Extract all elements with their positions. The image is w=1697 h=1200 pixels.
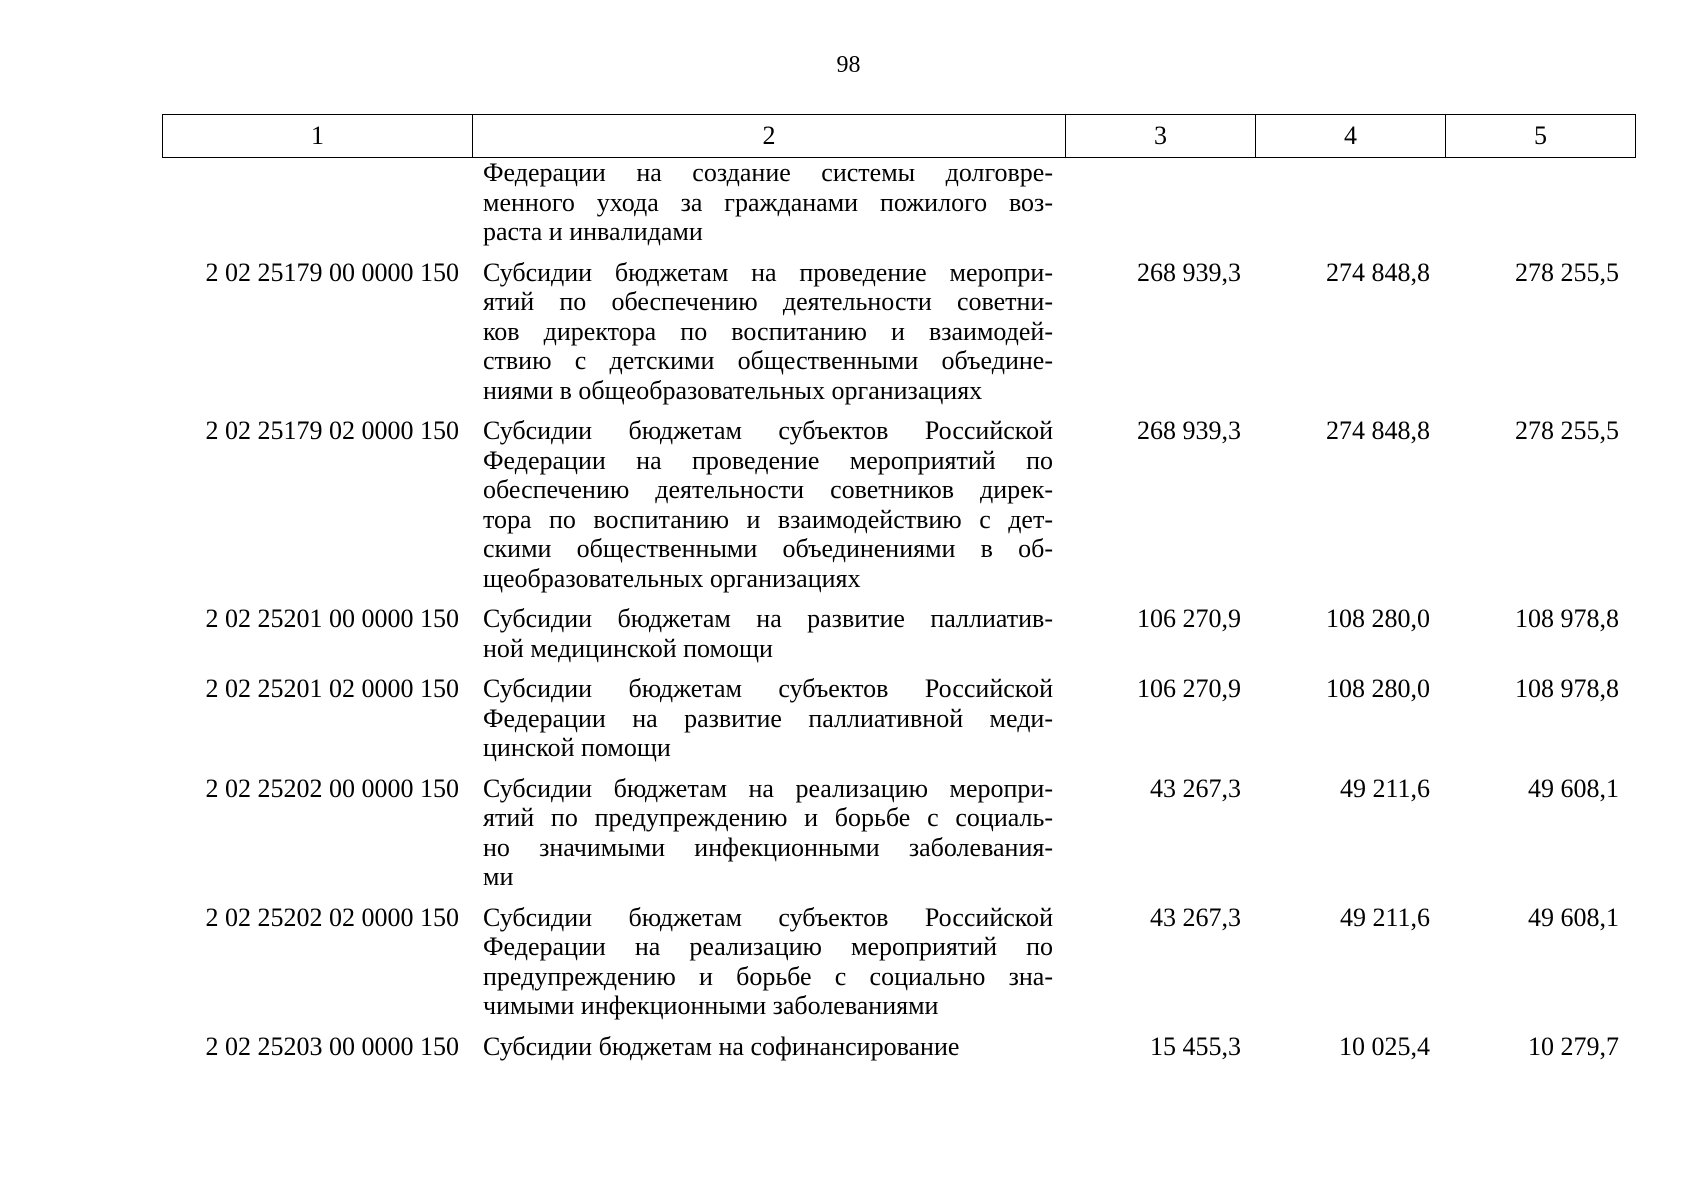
header-col-1: 1 <box>163 115 473 158</box>
table-row <box>162 416 1632 593</box>
description-line: скими общественными объединениями в об- <box>483 534 1053 563</box>
amount-col-4 <box>1252 158 1441 247</box>
table-row <box>162 1032 1632 1062</box>
table-row <box>162 258 1632 406</box>
description <box>471 674 1063 763</box>
description-line: ми <box>483 862 514 891</box>
description <box>471 416 1063 593</box>
description-line: тора по воспитанию и взаимодействию с дет- <box>483 504 1053 534</box>
table-row <box>162 158 1632 247</box>
amount-col-4: 49 211,6 <box>1339 773 1430 803</box>
description-line: Субсидии бюджетам субъектов Российской <box>483 674 1053 703</box>
table-row <box>162 674 1632 763</box>
description-line: Субсидии бюджетам на реализацию меропри- <box>483 773 1053 803</box>
description-line: Федерации на реализацию мероприятий по <box>483 932 1053 961</box>
description <box>471 258 1063 406</box>
page-number: 98 <box>836 52 861 78</box>
budget-code <box>162 158 471 247</box>
table-row <box>162 774 1632 892</box>
amount-col-5: 108 978,8 <box>1515 604 1619 633</box>
description-line: Федерации на развитие паллиативной меди- <box>483 703 1053 733</box>
description-line: ной медицинской помощи <box>483 633 773 663</box>
amount-col-5: 278 255,5 <box>1515 257 1619 287</box>
description <box>471 158 1063 247</box>
description-line: Субсидии бюджетам субъектов Российской <box>483 416 1053 445</box>
header-col-5: 5 <box>1446 115 1636 158</box>
description-line: обеспечению деятельности советников дирек- <box>483 475 1053 504</box>
amount-col-4: 108 280,0 <box>1326 674 1430 703</box>
budget-code: 2 02 25202 02 0000 150 <box>205 902 459 932</box>
description-line: менного ухода за гражданами пожилого воз- <box>483 187 1053 217</box>
description-line: предупреждению и борьбе с социально зна- <box>483 961 1053 991</box>
amount-col-5: 278 255,5 <box>1515 416 1619 445</box>
header-col-3: 3 <box>1066 115 1256 158</box>
description <box>471 903 1063 1021</box>
amount-col-4: 10 025,4 <box>1339 1031 1430 1061</box>
amount-col-3: 15 455,3 <box>1150 1031 1241 1061</box>
amount-col-3: 106 270,9 <box>1137 604 1241 633</box>
description-line: но значимыми инфекционными заболевания- <box>483 832 1053 862</box>
amount-col-5: 49 608,1 <box>1528 902 1619 932</box>
description-line: Субсидии бюджетам субъектов Российской <box>483 902 1053 932</box>
description-line: ниями в общеобразовательных организациях <box>483 375 983 405</box>
amount-col-3: 43 267,3 <box>1150 902 1241 932</box>
table-header <box>162 114 1636 158</box>
amount-col-3: 268 939,3 <box>1137 416 1241 445</box>
description-line: чимыми инфекционными заболеваниями <box>483 991 939 1020</box>
amount-col-3: 43 267,3 <box>1150 773 1241 803</box>
amount-col-5: 10 279,7 <box>1528 1031 1619 1061</box>
budget-code: 2 02 25201 00 0000 150 <box>205 604 459 633</box>
description <box>471 774 1063 892</box>
amount-col-3: 268 939,3 <box>1137 257 1241 287</box>
amount-col-4: 274 848,8 <box>1326 416 1430 445</box>
table-row <box>162 903 1632 1021</box>
amount-col-4: 274 848,8 <box>1326 257 1430 287</box>
description <box>471 604 1063 663</box>
budget-code: 2 02 25179 02 0000 150 <box>205 416 459 445</box>
description-line: Федерации на проведение мероприятий по <box>483 445 1053 475</box>
amount-col-3: 106 270,9 <box>1137 674 1241 703</box>
budget-code: 2 02 25203 00 0000 150 <box>205 1031 459 1061</box>
amount-col-5 <box>1441 158 1630 247</box>
budget-code: 2 02 25201 02 0000 150 <box>205 674 459 703</box>
description-line: щеобразовательных организациях <box>483 563 861 593</box>
description-line: ков директора по воспитанию и взаимодей- <box>483 316 1053 346</box>
amount-col-4: 49 211,6 <box>1339 902 1430 932</box>
header-col-2: 2 <box>473 115 1066 158</box>
header-col-4: 4 <box>1256 115 1446 158</box>
amount-col-5: 108 978,8 <box>1515 674 1619 703</box>
budget-code: 2 02 25202 00 0000 150 <box>205 773 459 803</box>
description <box>471 1032 1063 1062</box>
description-line: Субсидии бюджетам на развитие паллиатив- <box>483 604 1053 633</box>
description-line: раста и инвалидами <box>483 217 703 246</box>
header-row <box>163 115 1636 158</box>
amount-col-4: 108 280,0 <box>1326 604 1430 633</box>
budget-code: 2 02 25179 00 0000 150 <box>205 257 459 287</box>
description-line: Федерации на создание системы долговре- <box>483 158 1053 187</box>
description-line: Субсидии бюджетам на проведение меропри- <box>483 257 1053 287</box>
description-line: ятий по предупреждению и борьбе с социаль- <box>483 803 1053 832</box>
description-line: ствию с детскими общественными объедине- <box>483 346 1053 375</box>
amount-col-5: 49 608,1 <box>1528 773 1619 803</box>
amount-col-3 <box>1063 158 1252 247</box>
table-body <box>162 158 1632 1061</box>
table-row <box>162 604 1632 663</box>
description-line: ятий по обеспечению деятельности советни- <box>483 287 1053 316</box>
description-line: цинской помощи <box>483 733 671 762</box>
description-line: Субсидии бюджетам на софинансирование <box>483 1031 960 1061</box>
